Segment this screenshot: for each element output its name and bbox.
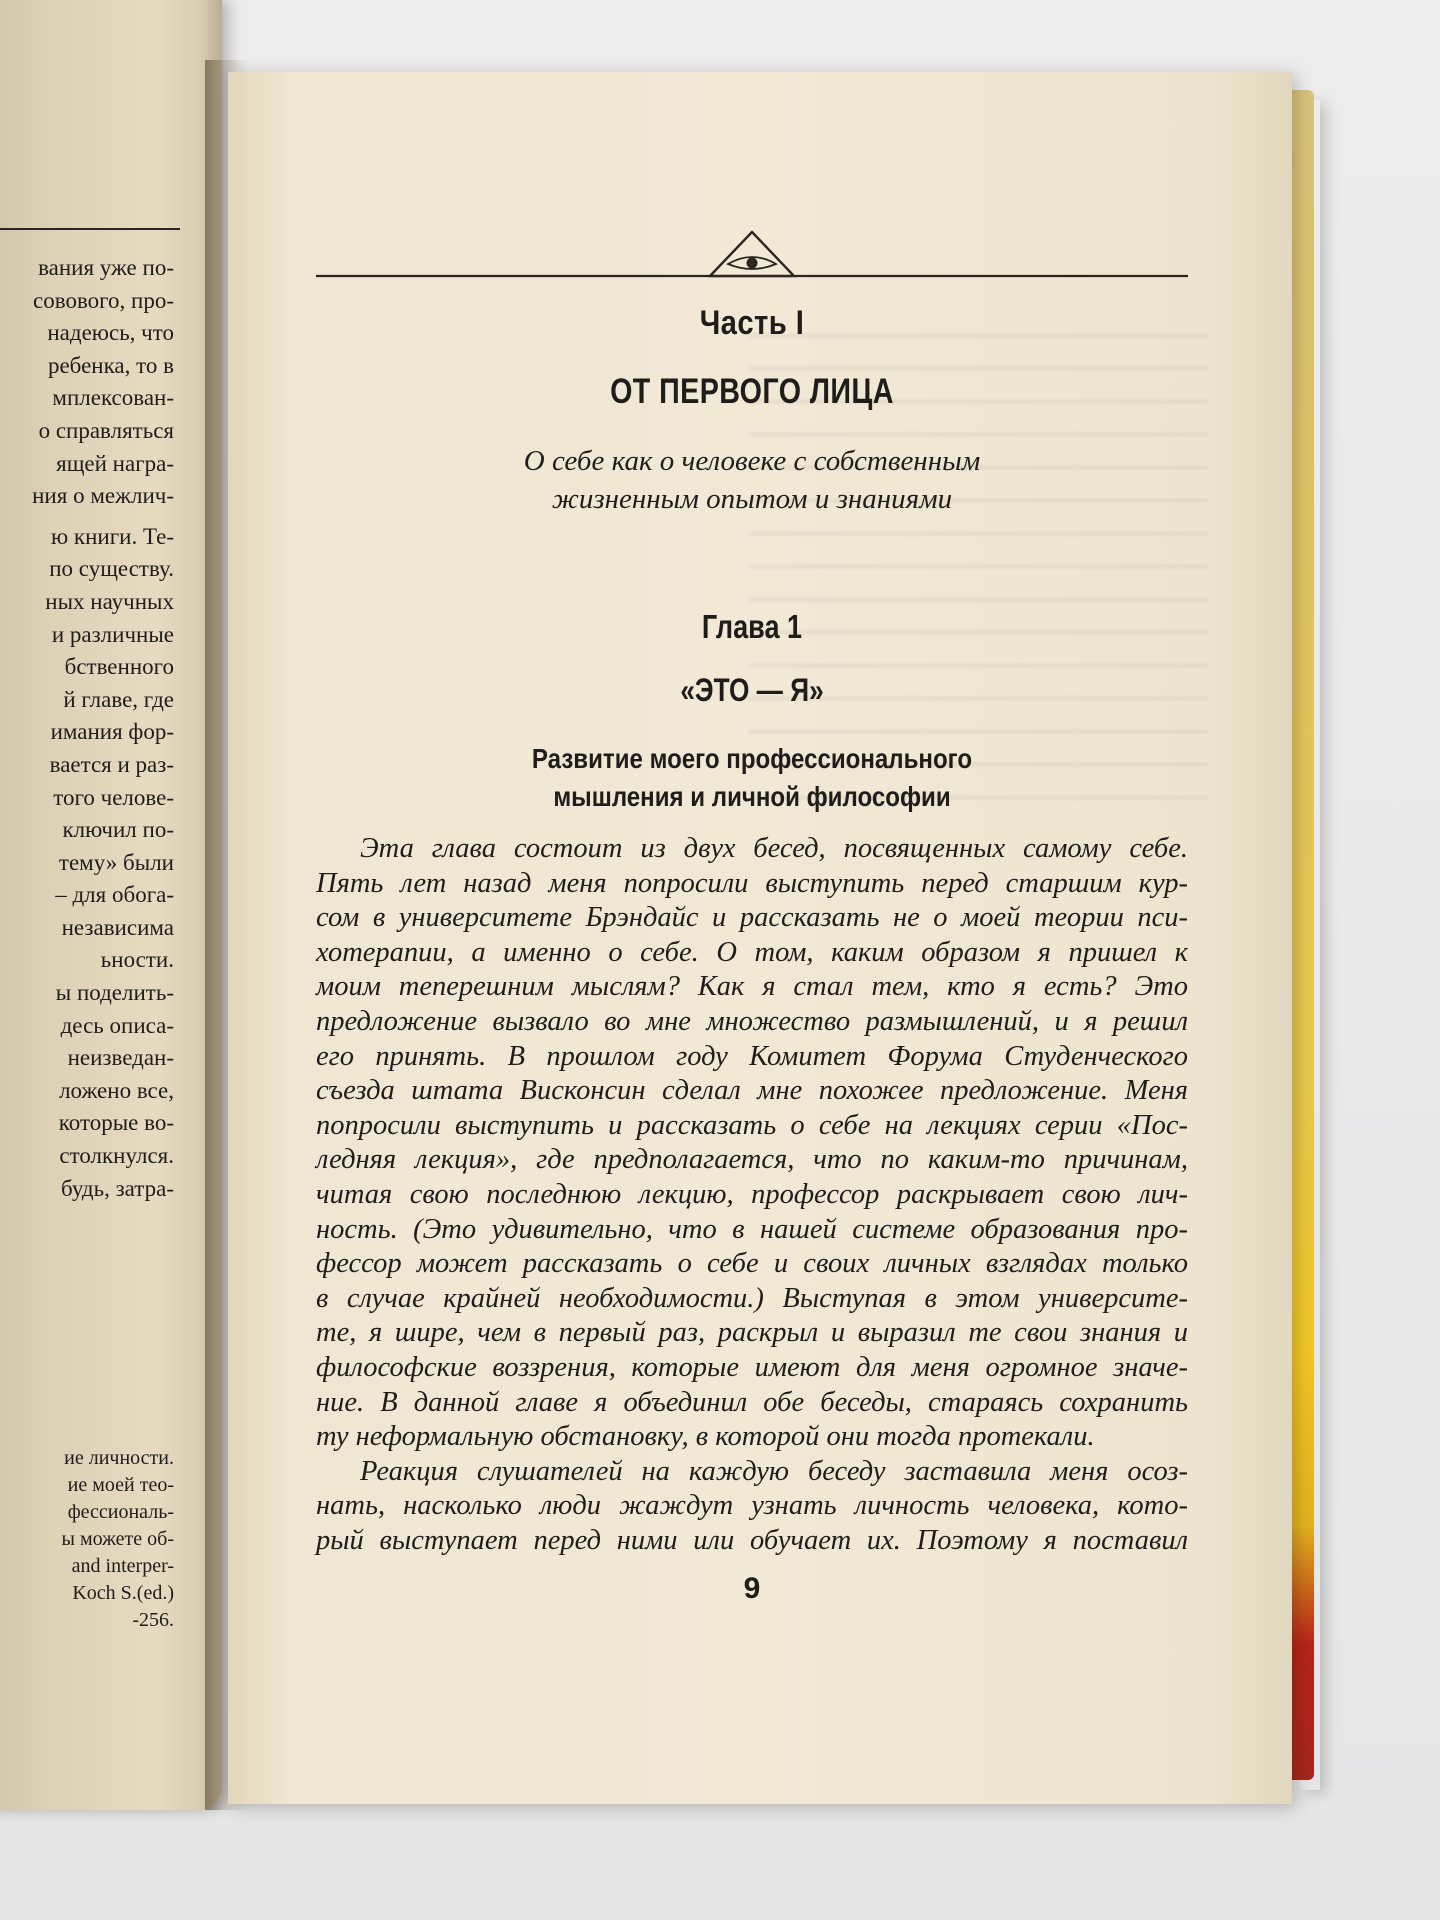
- left-page-footnote-line: and interper-: [71, 1555, 174, 1577]
- body-line: ность. (Это удивительно, что в нашей системе образования про-: [316, 1213, 1188, 1245]
- left-page-line: ребенка, то в: [47, 352, 174, 378]
- body-line: попросили выступить и рассказать о себе на лекциях серии «Пос-: [316, 1109, 1188, 1141]
- chapter-title: «ЭТО — Я»: [680, 672, 824, 708]
- left-page-line: ю книги. Те-: [50, 523, 174, 549]
- body-line: ту неформальную обстановку, в которой они тогда протекали.: [316, 1421, 1095, 1453]
- section-title-line: Развитие моего профессионального: [531, 743, 973, 774]
- left-page-line: бственного: [64, 654, 174, 680]
- body-line: сом в университете Брэндайс и рассказать не о моей теории пси-: [316, 902, 1188, 934]
- part-subtitle-line: жизненным опытом и знаниями: [551, 483, 953, 515]
- body-paragraph: [316, 832, 1188, 1455]
- left-page-line: имания фор-: [50, 719, 174, 745]
- section-title: [377, 740, 1127, 816]
- left-page-line: ящей награ-: [56, 450, 174, 476]
- part-subtitle-line: О себе как о человеке с собственным: [523, 445, 981, 477]
- left-page-line: столкнулся.: [59, 1143, 174, 1169]
- left-page-line: и различные: [51, 621, 174, 647]
- book-page-edge: [1290, 90, 1314, 1780]
- body-text: [316, 832, 1188, 1558]
- left-page-line: независима: [61, 914, 174, 940]
- left-page-line: ьности.: [100, 947, 174, 973]
- left-page: [0, 0, 222, 1810]
- left-page-text: [0, 252, 174, 1205]
- left-page-line: будь, затра-: [61, 1175, 174, 1201]
- left-page-footnote-line: -256.: [132, 1609, 174, 1631]
- right-page: [228, 72, 1292, 1804]
- body-line: нать, насколько люди жаждут узнать личность человека, кото-: [316, 1490, 1188, 1522]
- left-page-line: ных научных: [45, 588, 174, 614]
- left-page-line: ключил по-: [62, 817, 174, 843]
- left-page-footnote-line: фессиональ-: [67, 1501, 174, 1523]
- left-page-line: которые во-: [58, 1110, 174, 1136]
- body-line: Пять лет назад меня попросили выступить перед старшим кур-: [316, 867, 1188, 899]
- left-page-line: й главе, где: [63, 686, 174, 712]
- body-line: Реакция слушателей на каждую беседу заставила меня осоз-: [360, 1455, 1188, 1487]
- part-label: Часть I: [699, 304, 805, 342]
- part-subtitle: [316, 442, 1188, 518]
- body-line: моим теперешним мыслям? Как я стал тем, кто я есть? Это: [316, 971, 1188, 1003]
- body-line: те, я шире, чем в первый раз, раскрыл и выразил те свои знания и: [316, 1317, 1188, 1349]
- body-line: фессор может рассказать о себе и своих личных взглядах только: [316, 1248, 1188, 1280]
- left-page-line: тему» были: [58, 849, 174, 875]
- body-line: ледняя лекция», где предполагается, что по каким-то причинам,: [316, 1144, 1188, 1176]
- left-page-line: неизведан-: [67, 1045, 174, 1071]
- left-page-line: мплексован-: [52, 385, 174, 411]
- left-page-line: ложено все,: [59, 1077, 174, 1103]
- header-rule: [316, 224, 1188, 284]
- left-page-line: вания уже по-: [38, 255, 174, 280]
- left-page-line: вается и раз-: [49, 751, 174, 777]
- page-number: 9: [743, 1572, 761, 1605]
- left-page-footnote-line: ие моей тео-: [67, 1474, 174, 1496]
- left-header-rule: [0, 228, 180, 230]
- section-title-line: мышления и личной философии: [553, 781, 951, 812]
- body-line: ние. В данной главе я объединил обе беседы, стараясь сохранить: [316, 1386, 1188, 1418]
- left-page-line: совового, про-: [33, 287, 174, 313]
- left-page-line: того челове-: [53, 784, 174, 810]
- left-page-line: – для обога-: [55, 882, 174, 908]
- body-line: съезда штата Висконсин сделал мне похожее предложение. Меня: [316, 1075, 1188, 1107]
- left-page-line: ы поделить-: [55, 980, 174, 1006]
- body-line: предложение вызвало во мне множество размышлений, и я решил: [316, 1005, 1188, 1037]
- left-page-footnote-line: Koch S.(ed.): [72, 1582, 174, 1604]
- body-line: его принять. В прошлом году Комитет Форума Студенческого: [316, 1040, 1188, 1072]
- left-page-footnote-line: ы можете об-: [61, 1528, 174, 1550]
- left-page-footnote-line: ие личности.: [64, 1447, 174, 1469]
- part-title: ОТ ПЕРВОГО ЛИЦА: [610, 372, 894, 411]
- left-page-footnotes: [0, 1445, 174, 1634]
- body-line: читая свою последнюю лекцию, профессор раскрывает свою лич-: [316, 1178, 1188, 1210]
- body-line: Эта глава состоит из двух бесед, посвященных самому себе.: [360, 833, 1188, 864]
- eye-triangle-icon: [316, 224, 1188, 284]
- left-page-line: ния о межлич-: [32, 483, 174, 509]
- left-page-gap: [0, 513, 174, 521]
- left-page-line: десь описа-: [60, 1012, 174, 1038]
- body-paragraph: [316, 1455, 1188, 1559]
- body-line: рый выступает перед ними или обучает их. Поэтому я поставил: [316, 1524, 1188, 1556]
- body-line: хотерапии, а именно о себе. О том, каким образом я пришел к: [316, 936, 1188, 968]
- body-line: философские воззрения, которые имеют для меня огромное значе-: [316, 1351, 1188, 1383]
- left-page-line: надеюсь, что: [47, 320, 174, 346]
- left-page-line: по существу.: [49, 556, 174, 582]
- body-line: в случае крайней необходимости.) Выступая в этом университе-: [316, 1282, 1188, 1314]
- left-page-line: о справляться: [38, 417, 174, 443]
- chapter-label: Глава 1: [701, 608, 803, 645]
